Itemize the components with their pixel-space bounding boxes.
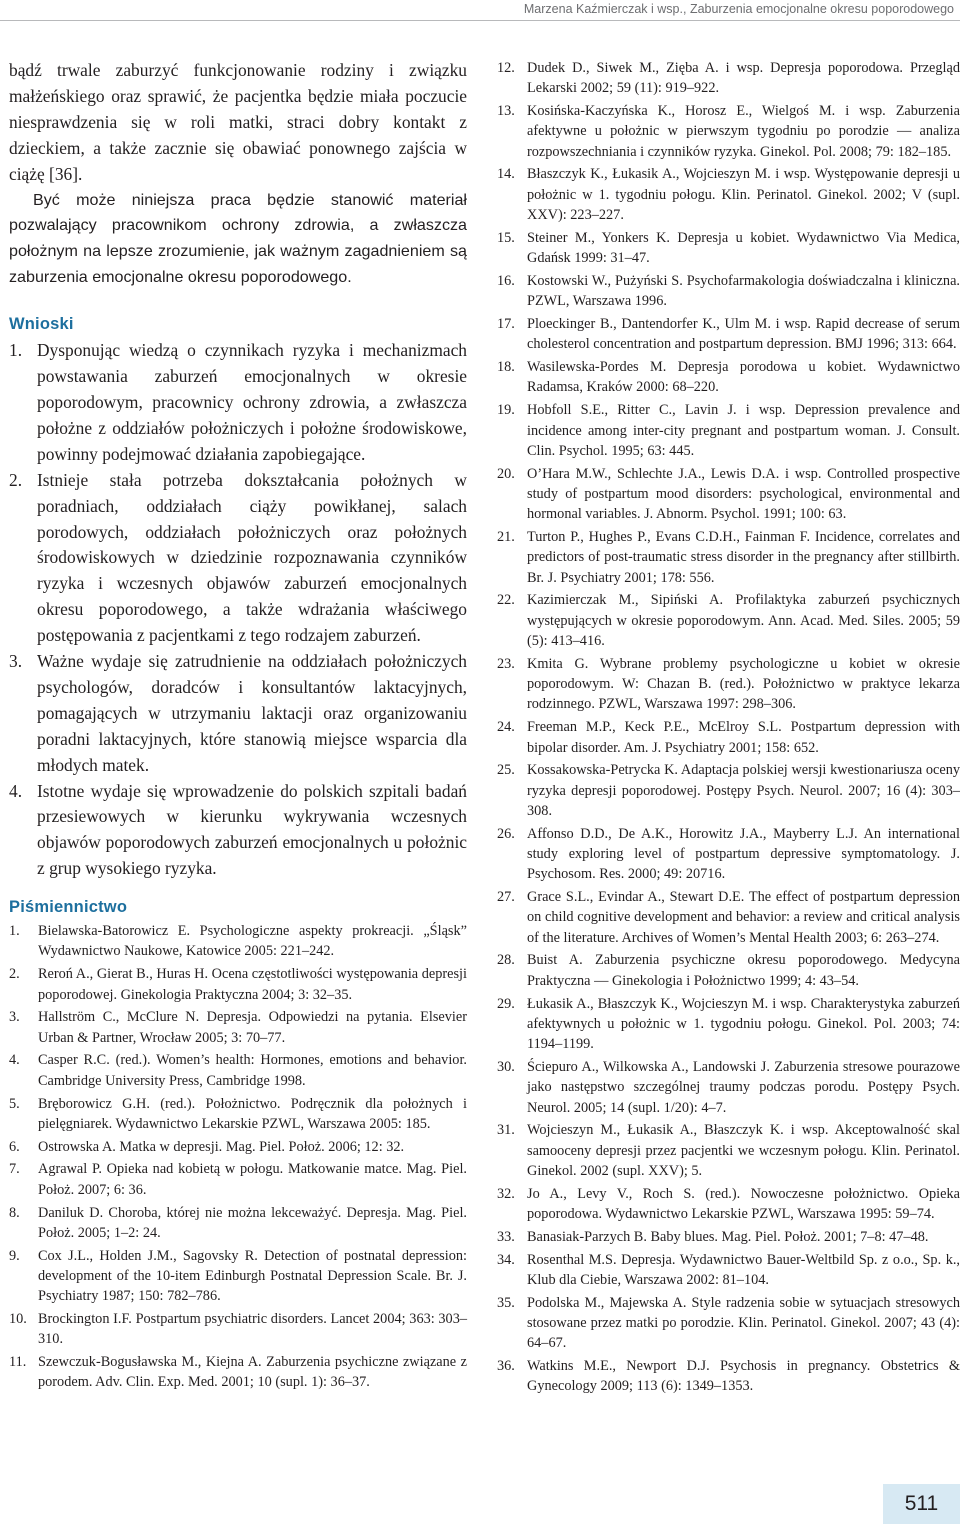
reference-number: 12. bbox=[497, 60, 515, 76]
reference-number: 19. bbox=[497, 402, 515, 419]
conclusion-text: Istotne wydaje się wprowadzenie do polskich szpitali badań przesiewowych w kierunku wykrywania wczesnych objawów poporodowych zaburzeń emocjonalnych u położnic z grup wysokiego ryzyka. bbox=[37, 780, 467, 879]
reference-text: Hallström C., McClure N. Depresja. Odpowiedzi na pytania. Elsevier Urban & Partner, Wrocław 2005; 3: 70–77. bbox=[38, 1009, 467, 1046]
reference-number: 17. bbox=[497, 316, 515, 333]
reference-text: Cox J.L., Holden J.M., Sagovsky R. Detection of postnatal depression: development of the 10-item Edinburgh Postnatal Depression Scale. Br. J. Psychiatry 1987; 150: 782–786. bbox=[38, 1247, 467, 1305]
reference-number: 21. bbox=[497, 529, 515, 546]
conclusion-item bbox=[9, 468, 467, 649]
reference-item bbox=[497, 164, 960, 225]
reference-number: 13. bbox=[497, 103, 515, 120]
reference-item bbox=[497, 228, 960, 269]
reference-number: 1. bbox=[9, 923, 20, 940]
reference-number: 16. bbox=[497, 272, 515, 289]
reference-item bbox=[497, 400, 960, 461]
reference-text: Ściepuro A., Wilkowska A., Landowski J. Zaburzenia stresowe pourazowe jako następstwo szczególnej traumy podczas porodu. Postępy Psych. Neurol. 2005; 14 (supl. 1/20): 4–7. bbox=[527, 1058, 960, 1116]
conclusion-number: 1. bbox=[9, 340, 23, 361]
reference-item bbox=[9, 921, 467, 962]
reference-item bbox=[497, 58, 960, 99]
reference-number: 24. bbox=[497, 719, 515, 736]
reference-text: Podolska M., Majewska A. Style radzenia sobie w sytuacjach stresowych stosowane przez matki po porodzie. Klin. Perinatol. Ginekol. 2007; 43 (4): 64–67. bbox=[527, 1294, 960, 1352]
reference-item bbox=[9, 1007, 467, 1048]
conclusion-item bbox=[9, 649, 467, 779]
reference-text: Wojcieszyn M., Łukasik A., Błaszczyk K. i wsp. Akceptowalność skal samooceny depresji przez pacjentki we wczesnym połogu. Klin. Perinatol. Ginekol. 2002 (supl. XXV); 5. bbox=[527, 1122, 960, 1179]
reference-text: O’Hara M.W., Schlechte J.A., Lewis D.A. i wsp. Controlled prospective study of postpartum mood disorders: psychological, environmental and hormonal variables. J. Abnorm. Psychol. 1991; 100: 63. bbox=[527, 465, 960, 523]
reference-text: Wasilewska-Pordes M. Depresja porodowa u kobiet. Wydawnictwo Radamsa, Kraków 2000: 68–220. bbox=[527, 359, 960, 396]
references-heading: Piśmiennictwo bbox=[9, 898, 128, 917]
reference-number: 27. bbox=[497, 889, 515, 906]
reference-text: Rosenthal M.S. Depresja. Wydawnictwo Bauer-Weltbild Sp. z o.o., Sp. k., Klub dla Ciebie, Warszawa 2002: 81–104. bbox=[527, 1251, 960, 1288]
reference-item bbox=[497, 760, 960, 821]
reference-item bbox=[497, 717, 960, 758]
reference-item bbox=[9, 1309, 467, 1350]
reference-number: 30. bbox=[497, 1058, 515, 1075]
reference-number: 8. bbox=[9, 1204, 20, 1221]
reference-item bbox=[497, 887, 960, 948]
conclusion-text: Dysponując wiedzą o czynnikach ryzyka i mechanizmach powstawania zaburzeń emocjonalnych w okresie poporodowym, pracownicy ochrony zdrowia, a zwłaszcza położne z oddziałów położniczych i położne środowiskowe, powinny podejmować działania zapobiegające. bbox=[37, 340, 467, 464]
reference-item bbox=[497, 1250, 960, 1291]
reference-text: Kosińska-Kaczyńska K., Horosz E., Wielgoś M. i wsp. Zaburzenia afektywne u położnic w pierwszym tygodniu po porodzie — analiza rozpowszechniania i czynników ryzyka. Ginekol. Pol. 2008; 79: 182–185. bbox=[527, 103, 960, 160]
running-head-title: Zaburzenia emocjonalne okresu poporodowego bbox=[689, 2, 954, 16]
reference-number: 34. bbox=[497, 1251, 515, 1268]
reference-item bbox=[497, 1184, 960, 1225]
reference-item bbox=[9, 1246, 467, 1307]
body-paragraph-1: bądź trwale zaburzyć funkcjonowanie rodziny i związku małżeńskiego oraz sprawić, że pacjentka będzie miała poczucie niesprawdzenia się w roli matki, straci dobry kontakt z dzieckiem, a także zacznie się obawiać ponownego zajścia w ciążę [36]. bbox=[9, 60, 467, 184]
reference-number: 20. bbox=[497, 465, 515, 482]
reference-text: Hobfoll S.E., Ritter C., Lavin J. i wsp. Depression prevalence and incidence among inter-city pregnant and postpartum woman. J. Consult. Clin. Psychol. 1995; 63: 445. bbox=[527, 402, 960, 459]
conclusion-number: 3. bbox=[9, 651, 23, 672]
reference-text: Szewczuk-Bogusławska M., Kiejna A. Zaburzenia psychiczne związane z porodem. Adv. Clin. Exp. Med. 2001; 10 (supl. 1): 36–37. bbox=[38, 1354, 467, 1391]
reference-text: Kossakowska-Petrycka K. Adaptacja polskiej wersji kwestionariusza oceny ryzyka depresji poporodowej. Postępy Psych. Neurol. 2007; 16 (4): 303–308. bbox=[527, 762, 960, 819]
reference-number: 29. bbox=[497, 995, 515, 1012]
reference-number: 25. bbox=[497, 762, 515, 779]
reference-text: Bręborowicz G.H. (red.). Położnictwo. Podręcznik dla położnych i pielęgniarek. Wydawnictwo Lekarskie PZWL, Warszawa 2005: 185. bbox=[38, 1095, 467, 1132]
reference-item bbox=[497, 101, 960, 162]
reference-item bbox=[9, 1094, 467, 1135]
reference-number: 26. bbox=[497, 825, 515, 842]
reference-text: Freeman M.P., Keck P.E., McElroy S.L. Postpartum depression with bipolar disorder. Am. J. Psychiatry 2001; 158: 652. bbox=[527, 719, 960, 756]
reference-text: Dudek D., Siwek M., Zięba A. i wsp. Depresja poporodowa. Przegląd Lekarski 2002; 59 (11): 919–922. bbox=[527, 60, 960, 97]
reference-item bbox=[497, 1356, 960, 1397]
reference-text: Buist A. Zaburzenia psychiczne okresu poporodowego. Medycyna Praktyczna — Ginekologia i Położnictwo 1999; 4: 43–54. bbox=[527, 952, 960, 989]
reference-text: Łukasik A., Błaszczyk K., Wojcieszyn M. i wsp. Charakterystyka zaburzeń afektywnych u położnic w 1. tygodniu połogu. Ginekol. Pol. 2003; 74: 1194–1199. bbox=[527, 995, 960, 1053]
reference-text: Daniluk D. Choroba, której nie można lekceważyć. Depresja. Mag. Piel. Położ. 2005; 1–2: 24. bbox=[38, 1204, 467, 1241]
left-column bbox=[9, 58, 467, 1395]
running-head bbox=[524, 2, 954, 16]
reference-text: Turton P., Hughes P., Evans C.D.H., Fainman F. Incidence, correlates and predictors of post-traumatic stress disorder in the pregnancy after stillbirth. Br. J. Psychiatry 2001; 178: 556. bbox=[527, 529, 960, 586]
reference-item bbox=[497, 1057, 960, 1118]
reference-number: 3. bbox=[9, 1009, 20, 1026]
reference-text: Jo A., Levy V., Roch S. (red.). Nowoczesne położnictwo. Opieka poporodowa. Wydawnictwo Lekarskie PZWL, Warszawa 1995: 59–74. bbox=[527, 1185, 960, 1223]
reference-item bbox=[9, 964, 467, 1005]
reference-number: 2. bbox=[9, 966, 20, 983]
reference-text: Ploeckinger B., Dantendorfer K., Ulm M. i wsp. Rapid decrease of serum cholesterol concentration and postpartum depression. BMJ 1996; 313: 664. bbox=[527, 316, 960, 353]
reference-text: Grace S.L., Evindar A., Stewart D.E. The effect of postpartum depression on child cognitive development and behavior: a review and critical analysis of the literature. Archives of Women’s Mental Health 2003; 6: 263–274. bbox=[527, 889, 960, 946]
reference-item bbox=[497, 527, 960, 588]
header-rule bbox=[0, 20, 960, 21]
conclusions-heading: Wnioski bbox=[9, 315, 74, 334]
reference-text: Watkins M.E., Newport D.J. Psychosis in pregnancy. Obstetrics & Gynecology 2009; 113 (6): 1349–1353. bbox=[527, 1358, 960, 1395]
reference-text: Ostrowska A. Matka w depresji. Mag. Piel. Położ. 2006; 12: 32. bbox=[38, 1138, 405, 1155]
reference-item bbox=[497, 314, 960, 355]
right-column bbox=[497, 58, 960, 1399]
running-head-authors: Marzena Kaźmierczak i wsp., bbox=[523, 2, 687, 16]
reference-number: 23. bbox=[497, 655, 515, 672]
reference-text: Błaszczyk K., Łukasik A., Wojcieszyn M. i wsp. Występowanie depresji u położnic w 1. tygodniu połogu. Klin. Perinatol. Ginekol. 2002; V (supl. XXV): 223–227. bbox=[527, 166, 960, 224]
reference-number: 7. bbox=[9, 1161, 20, 1178]
page-number-text: 511 bbox=[904, 1492, 939, 1515]
reference-item bbox=[497, 824, 960, 885]
reference-number: 15. bbox=[497, 229, 515, 246]
reference-number: 14. bbox=[497, 166, 515, 183]
reference-text: Agrawal P. Opieka nad kobietą w połogu. Matkowanie matce. Mag. Piel. Położ. 2007; 6: 36. bbox=[38, 1161, 467, 1198]
reference-text: Brockington I.F. Postpartum psychiatric disorders. Lancet 2004; 363: 303–310. bbox=[38, 1311, 467, 1348]
reference-item bbox=[497, 464, 960, 525]
reference-item bbox=[497, 271, 960, 312]
reference-number: 11. bbox=[9, 1354, 27, 1371]
reference-text: Kostowski W., Pużyński S. Psychofarmakologia doświadczalna i kliniczna. PZWL, Warszawa 1996. bbox=[527, 272, 960, 310]
conclusions-list bbox=[9, 338, 467, 882]
reference-number: 36. bbox=[497, 1358, 515, 1375]
reference-number: 32. bbox=[497, 1185, 515, 1202]
reference-item bbox=[497, 994, 960, 1055]
reference-item bbox=[9, 1159, 467, 1200]
references-list-right bbox=[497, 58, 960, 1397]
reference-item bbox=[497, 590, 960, 651]
body-paragraph-2: Być może niniejsza praca będzie stanowić materiał pozwalający pracownikom ochrony zdrowia, a zwłaszcza położnym na lepsze zrozumienie, jak ważnym zagadnieniem są zaburzenia emocjonalne okresu poporodowego. bbox=[9, 190, 467, 287]
reference-text: Banasiak-Parzych B. Baby blues. Mag. Piel. Położ. 2001; 7–8: 47–48. bbox=[527, 1228, 929, 1245]
reference-item bbox=[9, 1352, 467, 1393]
reference-number: 6. bbox=[9, 1138, 20, 1155]
reference-item bbox=[497, 1293, 960, 1354]
reference-number: 5. bbox=[9, 1095, 20, 1112]
reference-item bbox=[9, 1137, 467, 1157]
reference-item bbox=[497, 357, 960, 398]
reference-number: 22. bbox=[497, 592, 515, 609]
reference-text: Kmita G. Wybrane problemy psychologiczne u kobiet w okresie poporodowym. W: Chazan B. (red.). Położnictwo w praktyce lekarza rodzinnego. PZWL, Warszawa 1997: 298–306. bbox=[527, 655, 960, 713]
reference-item bbox=[497, 950, 960, 991]
conclusion-number: 4. bbox=[9, 780, 23, 801]
conclusion-text: Istnieje stała potrzeba dokształcania położnych w poradniach, oddziałach ciąży powikłanej, salach porodowych, oddziałach położniczych oraz położnych środowiskowych w dziedzinie rozpoznawania czynników ryzyka i wczesnych objawów zaburzeń emocjonalnych okresu poporodowego, a także wdrażania właściwego postępowania z pacjentkami z tego rodzajem zaburzeń. bbox=[37, 469, 467, 646]
reference-number: 18. bbox=[497, 359, 515, 376]
reference-text: Reroń A., Gierat B., Huras H. Ocena częstotliwości występowania depresji poporodowej. Ginekologia Praktyczna 2004; 3: 32–35. bbox=[38, 966, 467, 1003]
reference-item bbox=[497, 654, 960, 715]
reference-number: 33. bbox=[497, 1228, 515, 1245]
reference-item bbox=[9, 1050, 467, 1091]
reference-text: Casper R.C. (red.). Women’s health: Hormones, emotions and behavior. Cambridge University Press, Cambridge 1998. bbox=[38, 1052, 467, 1089]
reference-number: 10. bbox=[9, 1311, 27, 1328]
reference-text: Kazimierczak M., Sipiński A. Profilaktyka zaburzeń psychicznych występujących w okresie poporodowym. Ann. Acad. Med. Siles. 2005; 59 (5): 413–416. bbox=[527, 592, 960, 650]
reference-text: Bielawska-Batorowicz E. Psychologiczne aspekty prokreacji. „Śląsk” Wydawnictwo Naukowe, Katowice 2005: 221–242. bbox=[38, 923, 467, 960]
reference-text: Steiner M., Yonkers K. Depresja u kobiet. Wydawnictwo Via Medica, Gdańsk 1999: 31–47. bbox=[527, 229, 960, 267]
reference-number: 9. bbox=[9, 1247, 20, 1264]
reference-number: 31. bbox=[497, 1122, 515, 1139]
conclusion-text: Ważne wydaje się zatrudnienie na oddziałach położniczych psychologów, doradców i konsultantów laktacyjnych, pomagających w utrzymaniu laktacji oraz organizowaniu poradni laktacyjnych, które stanowią miejsce wsparcia dla młodych matek. bbox=[37, 651, 467, 775]
reference-number: 35. bbox=[497, 1294, 515, 1311]
conclusion-item bbox=[9, 338, 467, 468]
references-list-left bbox=[9, 921, 467, 1393]
reference-number: 28. bbox=[497, 952, 515, 969]
reference-text: Affonso D.D., De A.K., Horowitz J.A., Mayberry L.J. An international study exploring level of postpartum depressive symptomatology. J. Psychosom. Res. 2000; 49: 20716. bbox=[527, 825, 960, 883]
conclusion-number: 2. bbox=[9, 469, 23, 490]
reference-item bbox=[497, 1227, 960, 1247]
page-number bbox=[883, 1484, 960, 1524]
reference-item bbox=[497, 1120, 960, 1181]
reference-number: 4. bbox=[9, 1052, 20, 1069]
reference-item bbox=[9, 1203, 467, 1244]
conclusion-item bbox=[9, 779, 467, 883]
